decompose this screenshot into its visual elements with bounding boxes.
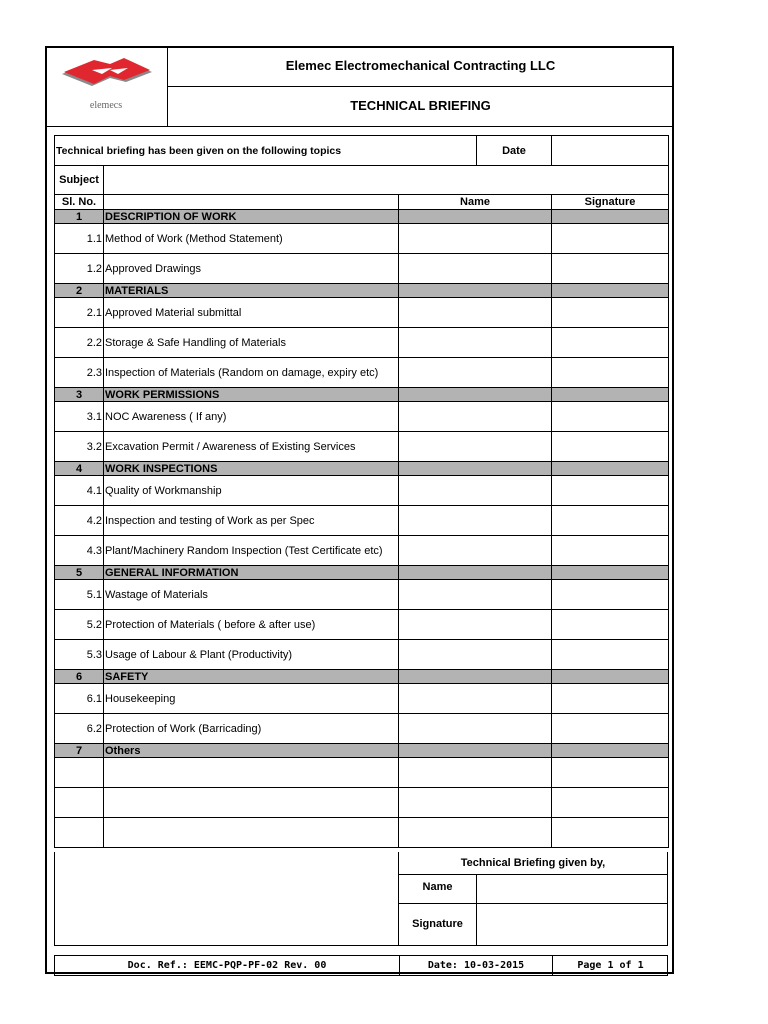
topic-number: 1.2	[55, 254, 104, 284]
others-number-field[interactable]	[55, 758, 104, 788]
topic-number: 2.1	[55, 298, 104, 328]
signature-field[interactable]	[552, 684, 669, 714]
column-header-row	[55, 195, 669, 210]
signature-field[interactable]	[552, 610, 669, 640]
topic-number: 6.1	[55, 684, 104, 714]
section-signature-blank	[552, 210, 669, 224]
section-row	[55, 670, 669, 684]
section-number: 7	[55, 744, 104, 758]
topic-row	[55, 640, 669, 670]
given-by-signature-field[interactable]	[477, 904, 667, 945]
topic-text: Excavation Permit / Awareness of Existing Services	[104, 432, 399, 462]
name-field[interactable]	[399, 610, 552, 640]
others-name-field[interactable]	[399, 788, 552, 818]
logo-text: elemecs	[89, 100, 123, 111]
topic-number: 4.1	[55, 476, 104, 506]
section-title: GENERAL INFORMATION	[104, 566, 399, 580]
topic-row	[55, 402, 669, 432]
col-topic-blank	[104, 195, 399, 210]
topic-text: Plant/Machinery Random Inspection (Test Certificate etc)	[104, 536, 399, 566]
page-number: Page 1 of 1	[577, 960, 644, 971]
section-name-blank	[399, 388, 552, 402]
page-title: TECHNICAL BRIEFING	[350, 98, 491, 113]
others-topic-field[interactable]	[104, 758, 399, 788]
others-number-field[interactable]	[55, 788, 104, 818]
signature-field[interactable]	[552, 506, 669, 536]
subject-label: Subject	[55, 166, 104, 195]
signature-field[interactable]	[552, 714, 669, 744]
section-number: 1	[55, 210, 104, 224]
document-footer	[54, 955, 668, 976]
col-name: Name	[399, 195, 552, 210]
topic-row	[55, 610, 669, 640]
topic-text: Protection of Work (Barricading)	[104, 714, 399, 744]
topic-number: 5.2	[55, 610, 104, 640]
section-row	[55, 284, 669, 298]
topic-number: 4.3	[55, 536, 104, 566]
topic-text: NOC Awareness ( If any)	[104, 402, 399, 432]
signature-field[interactable]	[552, 298, 669, 328]
date-field[interactable]	[552, 136, 669, 166]
topic-row	[55, 684, 669, 714]
section-name-blank	[399, 210, 552, 224]
given-by-name-label: Name	[422, 881, 453, 893]
topic-text: Storage & Safe Handling of Materials	[104, 328, 399, 358]
topic-text: Inspection of Materials (Random on damage, expiry etc)	[104, 358, 399, 388]
section-signature-blank	[552, 462, 669, 476]
company-logo	[52, 56, 160, 118]
topic-number: 5.1	[55, 580, 104, 610]
col-sl-no: Sl. No.	[55, 195, 104, 210]
topic-number: 4.2	[55, 506, 104, 536]
topic-text: Wastage of Materials	[104, 580, 399, 610]
section-name-blank	[399, 670, 552, 684]
signature-field[interactable]	[552, 536, 669, 566]
topic-text: Approved Material submittal	[104, 298, 399, 328]
others-signature-field[interactable]	[552, 788, 669, 818]
topic-row	[55, 714, 669, 744]
name-field[interactable]	[399, 506, 552, 536]
topic-row	[55, 580, 669, 610]
name-field[interactable]	[399, 402, 552, 432]
topic-row	[55, 298, 669, 328]
topic-row	[55, 328, 669, 358]
signature-field[interactable]	[552, 224, 669, 254]
name-field[interactable]	[399, 328, 552, 358]
topic-number: 2.3	[55, 358, 104, 388]
topic-row	[55, 536, 669, 566]
section-number: 5	[55, 566, 104, 580]
name-field[interactable]	[399, 432, 552, 462]
topic-number: 6.2	[55, 714, 104, 744]
section-number: 4	[55, 462, 104, 476]
topic-number: 3.1	[55, 402, 104, 432]
name-field[interactable]	[399, 714, 552, 744]
name-field[interactable]	[399, 254, 552, 284]
section-name-blank	[399, 744, 552, 758]
section-number: 6	[55, 670, 104, 684]
intro-row	[55, 136, 669, 166]
company-name: Elemec Electromechanical Contracting LLC	[285, 58, 556, 73]
signature-field[interactable]	[552, 402, 669, 432]
name-field[interactable]	[399, 640, 552, 670]
others-signature-field[interactable]	[552, 758, 669, 788]
section-signature-blank	[552, 670, 669, 684]
section-row	[55, 462, 669, 476]
section-signature-blank	[552, 284, 669, 298]
briefing-table	[54, 135, 669, 848]
signature-field[interactable]	[552, 640, 669, 670]
section-name-blank	[399, 566, 552, 580]
section-title: WORK INSPECTIONS	[104, 462, 399, 476]
section-signature-blank	[552, 566, 669, 580]
signature-field[interactable]	[552, 328, 669, 358]
topic-number: 5.3	[55, 640, 104, 670]
others-signature-field[interactable]	[552, 818, 669, 848]
section-name-blank	[399, 284, 552, 298]
topic-text: Usage of Labour & Plant (Productivity)	[104, 640, 399, 670]
given-by-heading: Technical Briefing given by,	[460, 857, 606, 869]
topic-row	[55, 476, 669, 506]
given-by-name-field[interactable]	[477, 875, 667, 903]
others-row	[55, 758, 669, 788]
others-row	[55, 788, 669, 818]
topic-row	[55, 224, 669, 254]
signature-field[interactable]	[552, 358, 669, 388]
section-signature-blank	[552, 744, 669, 758]
date-label: Date	[477, 136, 552, 166]
topic-row	[55, 506, 669, 536]
section-row	[55, 388, 669, 402]
section-title: SAFETY	[104, 670, 399, 684]
name-field[interactable]	[399, 684, 552, 714]
topic-row	[55, 358, 669, 388]
name-field[interactable]	[399, 358, 552, 388]
signature-field[interactable]	[552, 580, 669, 610]
topic-number: 1.1	[55, 224, 104, 254]
section-row	[55, 210, 669, 224]
doc-ref: Doc. Ref.: EEMC-PQP-PF-02 Rev. 00	[127, 960, 327, 971]
section-signature-blank	[552, 388, 669, 402]
header-hline	[167, 86, 673, 87]
name-field[interactable]	[399, 476, 552, 506]
others-name-field[interactable]	[399, 758, 552, 788]
intro-statement: Technical briefing has been given on the following topics	[55, 136, 477, 166]
signature-field[interactable]	[552, 476, 669, 506]
section-name-blank	[399, 462, 552, 476]
others-name-field[interactable]	[399, 818, 552, 848]
topic-text: Approved Drawings	[104, 254, 399, 284]
others-topic-field[interactable]	[104, 818, 399, 848]
name-field[interactable]	[399, 580, 552, 610]
topic-text: Quality of Workmanship	[104, 476, 399, 506]
topic-text: Method of Work (Method Statement)	[104, 224, 399, 254]
footer-date: Date: 10-03-2015	[427, 960, 525, 971]
section-number: 2	[55, 284, 104, 298]
topic-text: Protection of Materials ( before & after use)	[104, 610, 399, 640]
section-title: WORK PERMISSIONS	[104, 388, 399, 402]
section-row	[55, 744, 669, 758]
signature-field[interactable]	[552, 254, 669, 284]
section-title: MATERIALS	[104, 284, 399, 298]
topic-text: Inspection and testing of Work as per Spec	[104, 506, 399, 536]
section-title: Others	[104, 744, 399, 758]
signature-field[interactable]	[552, 432, 669, 462]
topic-text: Housekeeping	[104, 684, 399, 714]
name-field[interactable]	[399, 224, 552, 254]
section-number: 3	[55, 388, 104, 402]
others-number-field[interactable]	[55, 818, 104, 848]
name-field[interactable]	[399, 536, 552, 566]
header-bottom-line	[46, 126, 673, 127]
section-row	[55, 566, 669, 580]
section-title: DESCRIPTION OF WORK	[104, 210, 399, 224]
others-row	[55, 818, 669, 848]
name-field[interactable]	[399, 298, 552, 328]
topic-row	[55, 432, 669, 462]
subject-row	[55, 166, 669, 195]
topic-number: 2.2	[55, 328, 104, 358]
others-topic-field[interactable]	[104, 788, 399, 818]
topic-number: 3.2	[55, 432, 104, 462]
topic-row	[55, 254, 669, 284]
subject-field[interactable]	[104, 166, 669, 195]
col-signature: Signature	[552, 195, 669, 210]
given-by-signature-label: Signature	[412, 918, 463, 930]
